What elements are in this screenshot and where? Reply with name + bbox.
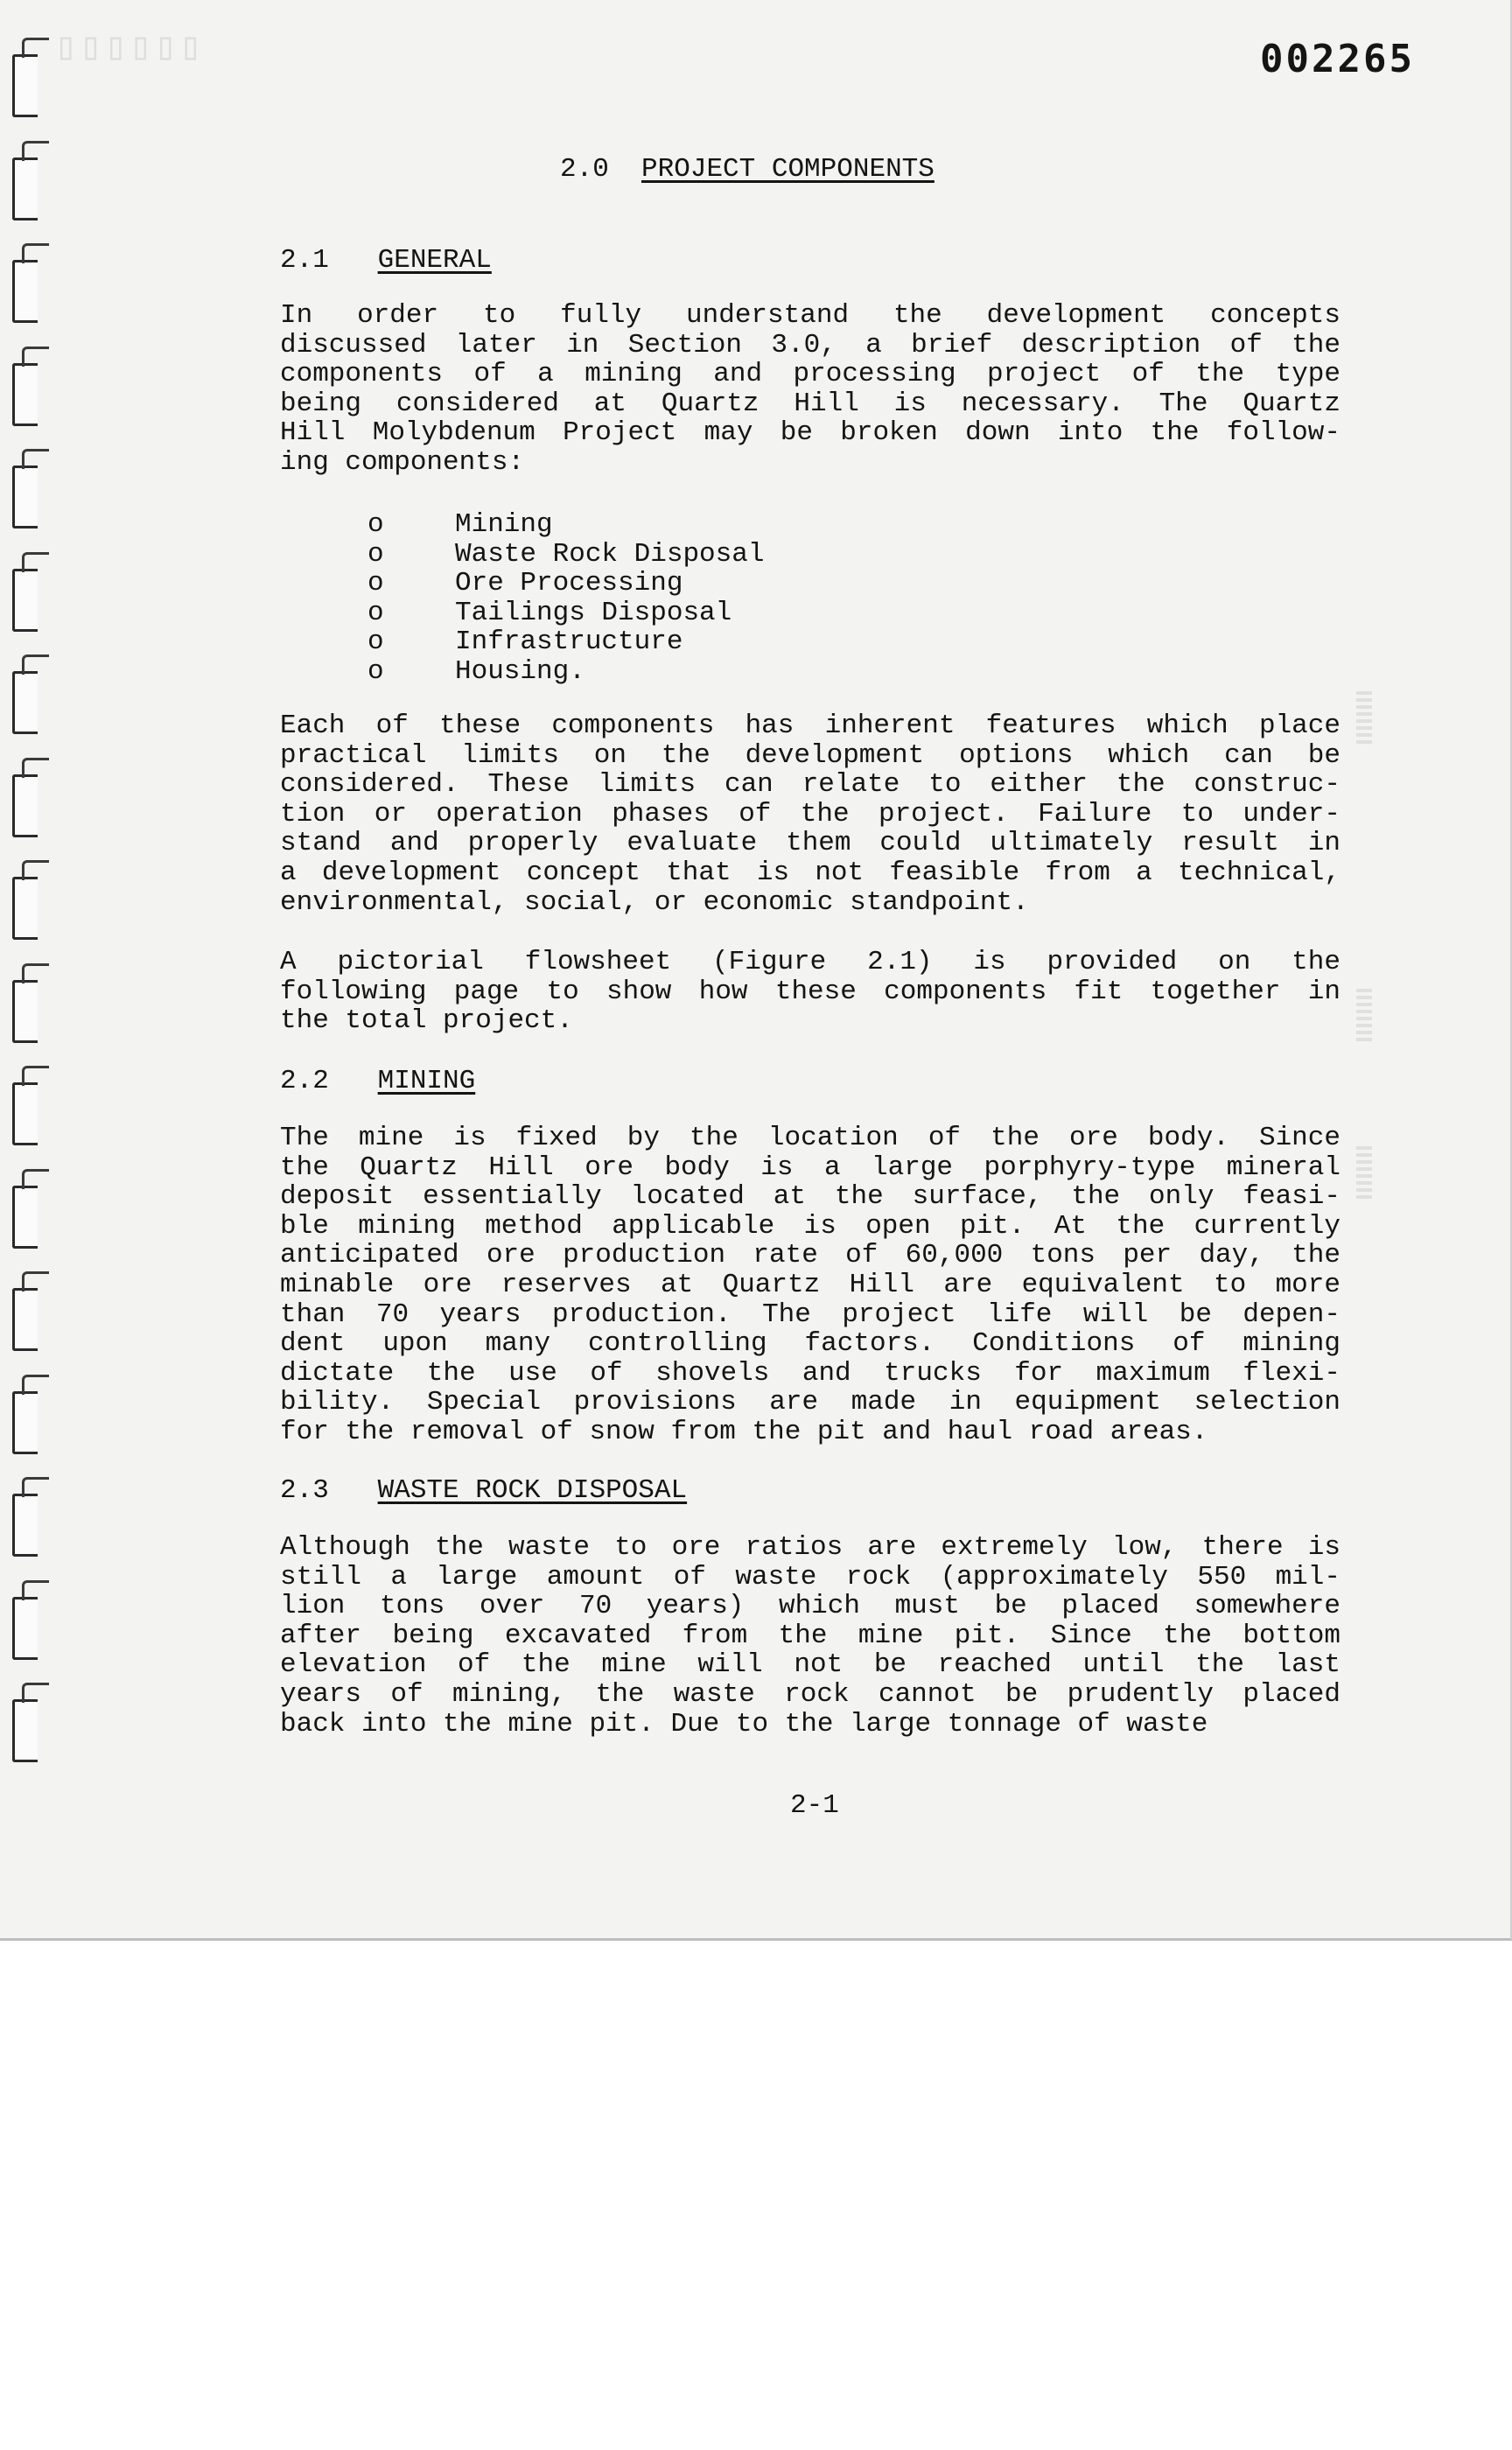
section-title: PROJECT COMPONENTS [641, 154, 934, 185]
text-line: tion or operation phases of the project. Failure to under- [280, 798, 1340, 830]
binder-ring [12, 1391, 38, 1454]
binder-ring [12, 569, 38, 632]
text-line: Each of these components has inherent features which place [280, 710, 1340, 741]
text-line: the Quartz Hill ore body is a large porphyry-type mineral [280, 1152, 1340, 1183]
subsection-heading-waste-rock [280, 1475, 687, 1506]
text-line: following page to show how these components fit together in [280, 976, 1340, 1007]
text-line: than 70 years production. The project life will be depen- [280, 1298, 1340, 1330]
text-line: discussed later in Section 3.0, a brief description of the [280, 329, 1340, 360]
text-line: The mine is fixed by the location of the ore body. Since [280, 1123, 1340, 1153]
page-number: 2-1 [790, 1790, 839, 1821]
binder-ring [12, 877, 38, 940]
section-heading [560, 154, 934, 185]
text-line: A pictorial flowsheet (Figure 2.1) is provided on the [280, 947, 1340, 977]
text-line: for the removal of snow from the pit and haul road areas. [280, 1417, 1208, 1447]
gutter-mark [1356, 691, 1372, 744]
subsection-heading-general [280, 245, 492, 276]
text-line: after being excavated from the mine pit. Since the bottom [280, 1620, 1340, 1651]
text-line: environmental, social, or economic standpoint. [280, 886, 1029, 918]
binder-ring [12, 980, 38, 1043]
binder-ring [12, 774, 38, 837]
text-line: dictate the use of shovels and trucks for maximum flexi- [280, 1357, 1340, 1389]
bleed-through-number: ▯▯▯▯▯▯ [52, 27, 202, 71]
binder-ring [12, 671, 38, 734]
binder-ring [12, 466, 38, 528]
binder-ring [12, 54, 38, 117]
list-item: Mining [455, 509, 553, 540]
text-line: stand and properly evaluate them could ultimately result in [280, 828, 1340, 859]
text-line: In order to fully understand the development concepts [280, 300, 1340, 331]
bullet-marker: o [368, 626, 384, 658]
text-line: anticipated ore production rate of 60,000 tons per day, the [280, 1240, 1340, 1271]
text-line: ing components: [280, 447, 525, 478]
subsection-number: 2.2 [280, 1066, 329, 1096]
gutter-mark [1356, 989, 1372, 1041]
section-number: 2.0 [560, 154, 609, 185]
binder-ring [12, 363, 38, 426]
list-item: Housing. [455, 656, 585, 687]
text-line: Although the waste to ore ratios are extremely low, there is [280, 1532, 1340, 1563]
text-line: ble mining method applicable is open pit. At the currently [280, 1210, 1340, 1242]
text-line: back into the mine pit. Due to the large tonnage of waste [280, 1708, 1208, 1740]
text-line: components of a mining and processing project of the type [280, 359, 1340, 390]
binder-ring [12, 158, 38, 220]
subsection-number: 2.1 [280, 245, 329, 276]
text-line: bility. Special provisions are made in equipment selection [280, 1387, 1340, 1418]
binder-ring [12, 1186, 38, 1249]
subsection-title: WASTE ROCK DISPOSAL [377, 1475, 688, 1506]
subsection-title: GENERAL [377, 245, 492, 276]
text-line: years of mining, the waste rock cannot be prudently placed [280, 1679, 1340, 1710]
text-line: practical limits on the development options which can be [280, 739, 1340, 771]
subsection-heading-mining [280, 1066, 475, 1096]
binder-ring [12, 1082, 38, 1145]
text-line: the total project. [280, 1005, 573, 1037]
bullet-marker: o [368, 568, 384, 599]
text-line: being considered at Quartz Hill is necessary. The Quartz [280, 388, 1340, 419]
bullet-marker: o [368, 538, 384, 570]
document-number: 002265 [1260, 37, 1415, 81]
list-item: Ore Processing [455, 568, 683, 599]
text-line: considered. These limits can relate to either the construc- [280, 769, 1340, 801]
binder-ring [12, 260, 38, 323]
list-item: Tailings Disposal [455, 597, 732, 628]
text-line: deposit essentially located at the surface, the only feasi- [280, 1181, 1340, 1213]
text-line: lion tons over 70 years) which must be placed somewhere [280, 1591, 1340, 1622]
gutter-mark [1356, 1146, 1372, 1199]
text-line: dent upon many controlling factors. Conditions of mining [280, 1328, 1340, 1360]
text-line: a development concept that is not feasible from a technical, [280, 858, 1340, 888]
list-item: Waste Rock Disposal [455, 538, 765, 570]
binder-ring [12, 1597, 38, 1660]
subsection-title: MINING [377, 1066, 476, 1096]
bullet-marker: o [368, 509, 384, 540]
binder-ring [12, 1288, 38, 1351]
bullet-marker: o [368, 597, 384, 628]
binder-ring [12, 1494, 38, 1557]
bullet-marker: o [368, 656, 384, 687]
list-item: Infrastructure [455, 626, 683, 658]
text-line: Hill Molybdenum Project may be broken down into the follow- [280, 417, 1340, 449]
text-line: elevation of the mine will not be reached until the last [280, 1649, 1340, 1681]
subsection-number: 2.3 [280, 1475, 329, 1506]
text-line: minable ore reserves at Quartz Hill are equivalent to more [280, 1270, 1340, 1300]
text-line: still a large amount of waste rock (approximately 550 mil- [280, 1561, 1340, 1592]
binder-ring [12, 1699, 38, 1762]
